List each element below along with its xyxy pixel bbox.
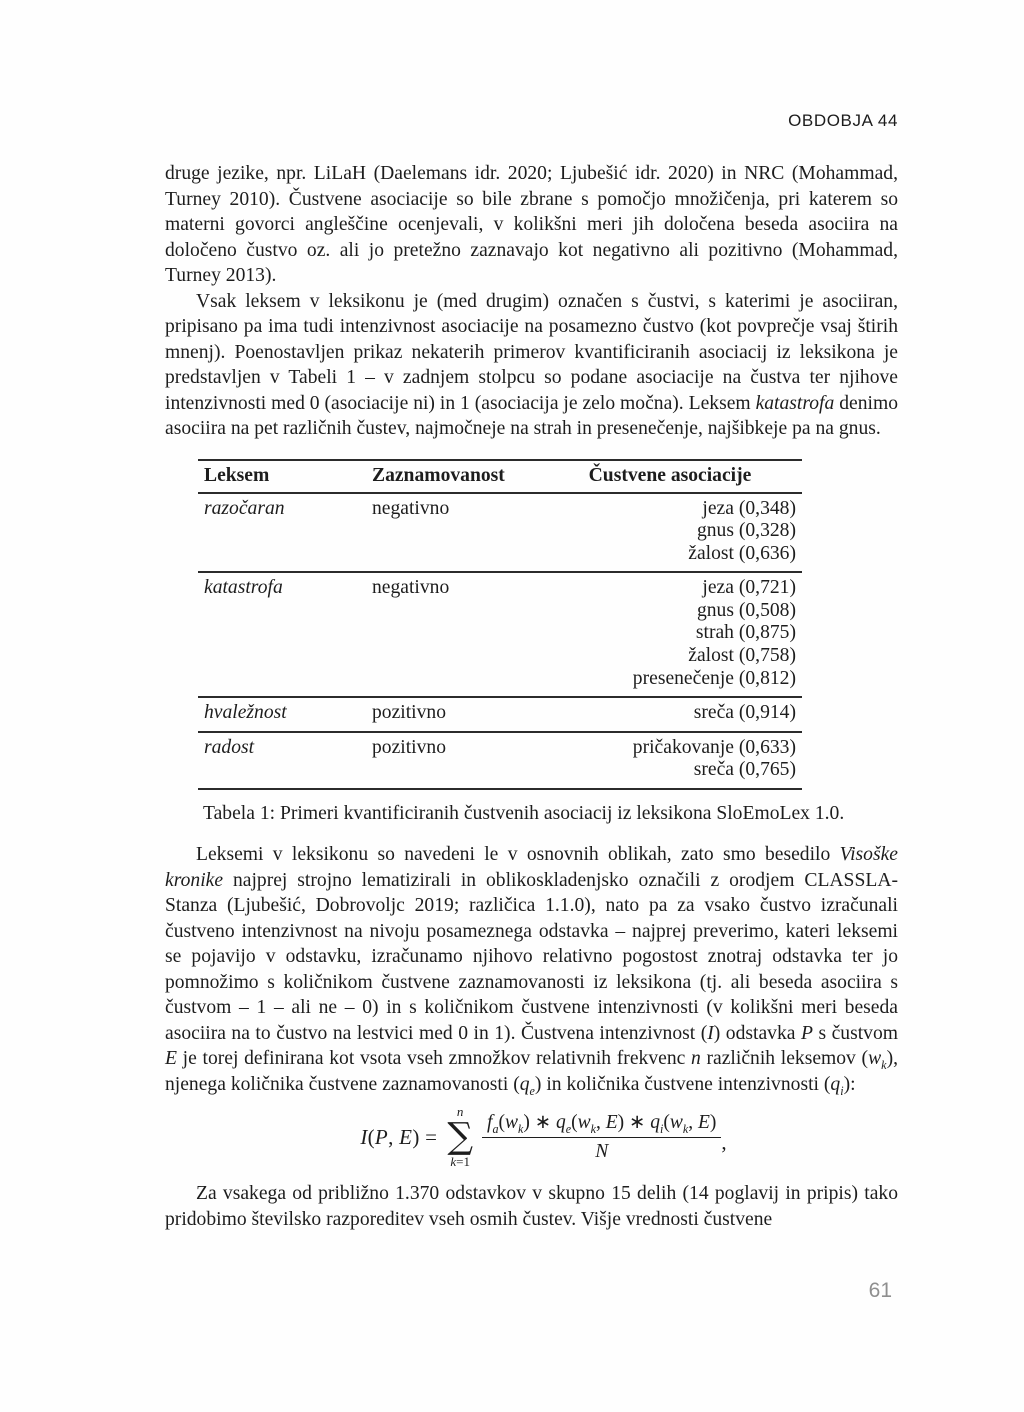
- formula-fraction: [482, 1111, 721, 1164]
- text-run: Vsak leksem v leksikonu je (med drugim) označen s čustvi, s katerimi je asociiran, pripisano pa ima tudi intenzivnost asociacije na posamezno čustvo (kot povprečje vsaj štirih mnenj). Poenostavljen prikaz nekaterih primerov kvantificiranih asociacij iz leksikona je predstavljen v Tabeli 1 – v zadnjem stolpcu so podane asociacije na čustva ter njihove intenzivnosti med 0 (asociacije ni) in 1 (asociacija je zelo močna). Leksem: [165, 290, 898, 414]
- text-run: ) odstavka: [713, 1022, 801, 1044]
- text-run: s čustvom: [812, 1022, 898, 1044]
- fraction-numerator: [482, 1111, 721, 1138]
- text-run: P: [800, 1022, 813, 1044]
- text-run: (: [498, 1111, 505, 1133]
- text-run: ,: [388, 1124, 400, 1149]
- summation: [447, 1105, 473, 1169]
- text-run: i: [660, 1121, 664, 1136]
- paragraph: [165, 1181, 898, 1232]
- text-run: w: [504, 1111, 518, 1133]
- text-run: ):: [843, 1073, 856, 1095]
- table-row: [198, 573, 802, 698]
- table-header-zaznamovanost: Zaznamovanost: [372, 464, 505, 486]
- table-row: [198, 733, 802, 790]
- table-header-row: [198, 459, 802, 494]
- text-run: Visoške kronike: [165, 844, 898, 891]
- text-run: k: [881, 1057, 887, 1072]
- cell-leksem: katastrofa: [204, 577, 283, 599]
- summation-lower-limit: [450, 1155, 470, 1169]
- text-run: q: [650, 1111, 660, 1133]
- text-run: E: [605, 1111, 618, 1133]
- text-run: i: [840, 1083, 844, 1098]
- text-run: n: [456, 1104, 464, 1120]
- fraction-denominator: [595, 1138, 608, 1164]
- paragraph-group-top: [165, 161, 898, 442]
- text-run: f: [487, 1111, 493, 1133]
- cell-leksem: razočaran: [204, 497, 285, 519]
- cell-leksem: radost: [204, 736, 255, 758]
- text-run: P: [374, 1124, 389, 1149]
- text-run: ,: [595, 1111, 606, 1133]
- text-run: I: [707, 1022, 714, 1044]
- text-run: ) in količnika čustvene intenzivnosti (: [534, 1073, 831, 1095]
- paragraph-group-bottom: [165, 1181, 898, 1232]
- cell-zaznamovanost: pozitivno: [372, 736, 447, 758]
- text-run: (: [663, 1111, 670, 1133]
- emotion-association: presenečenje (0,812): [632, 667, 796, 689]
- emotion-association: gnus (0,508): [696, 599, 796, 621]
- text-run: Leksemi v leksikonu so navedeni le v osnovnih oblikah, zato smo besedilo: [196, 844, 840, 866]
- paragraph: [165, 289, 898, 442]
- text-run: najprej strojno lematizirali in oblikoskladenjsko označili z orodjem CLASSLA-Stanza (Ljubešić, Dobrovoljc 2019; različica 1.1.0), nato pa za vsako čustvo izračunali čustveno intenzivnost na nivoju posameznega odstavka – najprej preverimo, kateri leksemi se pojavijo v odstavku, izračunamo njihovo relativno pogostost znotraj odstavka ter jo pomnožimo s količnikom čustvene zaznamovanosti iz leksikona (tj. ali beseda asociira s čustvom – 1 – ali ne – 0) in s količnikom čustvene intenzivnosti (v kolikšni meri beseda asociira na to čustvo na lestvici med 0 in 1). Čustvena intenzivnost (: [165, 869, 898, 1044]
- emotion-associations-table: [198, 459, 802, 791]
- text-run: druge jezike, npr. LiLaH (Daelemans idr. 2020; Ljubešić idr. 2020) in NRC (Mohammad, Turney 2010). Čustvene asociacije so bile zbrane s pomočjo množičenja, pri katerem so materni govorci angleščine ocenjevali, v kolikšni meri jih določena beseda asociira na določeno čustvo oz. ali jo pretežno zaznavajo kot negativno ali pozitivno (Mohammad, Turney 2013).: [165, 163, 898, 286]
- cell-asociacije: [544, 737, 796, 782]
- text-run: q: [555, 1111, 566, 1133]
- emotion-association: sreča (0,914): [693, 702, 796, 724]
- paragraph-group-mid: [165, 842, 898, 1097]
- running-head: OBDOBJA 44: [788, 111, 898, 130]
- emotion-association: jeza (0,348): [702, 497, 796, 519]
- table-row: [198, 494, 802, 574]
- emotion-association: jeza (0,721): [702, 577, 796, 599]
- text-run: N: [595, 1140, 609, 1162]
- page-content: [165, 161, 898, 1232]
- text-run: ), njenega količnika čustvene zaznamovanosti (: [165, 1048, 898, 1095]
- text-run: =1: [456, 1154, 470, 1170]
- text-run: E: [698, 1111, 710, 1133]
- text-run: ) =: [412, 1124, 438, 1149]
- emotion-association: žalost (0,758): [688, 645, 796, 667]
- paragraph: [165, 161, 898, 289]
- cell-zaznamovanost: pozitivno: [372, 702, 447, 724]
- text-run: q: [830, 1073, 841, 1095]
- text-run: različnih leksemov (: [700, 1048, 869, 1070]
- cell-asociacije: [544, 577, 796, 690]
- text-run: n: [691, 1048, 701, 1070]
- text-run: I: [360, 1124, 368, 1149]
- cell-asociacije: [544, 702, 796, 725]
- text-run: e: [529, 1083, 535, 1098]
- text-run: Za vsakega od približno 1.370 odstavkov v skupno 15 delih (14 poglavij in pripis) tako pridobimo številsko razporeditev vseh osmih čustev. Višje vrednosti čustvene: [165, 1183, 898, 1230]
- cell-zaznamovanost: negativno: [372, 497, 450, 519]
- text-run: ): [709, 1111, 717, 1133]
- table-body: [198, 494, 802, 791]
- text-run: (: [571, 1111, 578, 1133]
- text-run: w: [577, 1111, 591, 1133]
- text-run: (: [367, 1124, 375, 1149]
- page-number: 61: [868, 1279, 892, 1302]
- text-run: k: [518, 1121, 524, 1136]
- text-run: k: [590, 1121, 596, 1136]
- text-run: a: [492, 1121, 499, 1136]
- emotion-association: strah (0,875): [695, 622, 796, 644]
- emotion-association: gnus (0,328): [696, 520, 796, 542]
- text-run: E: [165, 1048, 177, 1070]
- formula-trailing-comma: ,: [721, 1130, 727, 1155]
- emotion-association: pričakovanje (0,633): [632, 736, 796, 758]
- text-run: denimo asociira na pet različnih čustev, najmočneje na strah in presenečenje, najšibkeje pa na gnus.: [165, 392, 899, 439]
- text-run: k: [450, 1154, 457, 1170]
- cell-leksem: hvaležnost: [204, 702, 287, 724]
- emotion-association: žalost (0,636): [688, 542, 796, 564]
- text-run: ,: [688, 1111, 698, 1133]
- cell-zaznamovanost: negativno: [372, 577, 450, 599]
- text-run: ) ∗: [617, 1111, 651, 1133]
- table-row: [198, 698, 802, 733]
- formula-lhs: [360, 1125, 437, 1150]
- table-header-custvene-asociacije: Čustvene asociacije: [588, 464, 752, 486]
- text-run: e: [565, 1121, 572, 1136]
- text-run: katastrofa: [755, 392, 835, 414]
- emotion-association: sreča (0,765): [693, 759, 796, 781]
- intensity-formula: [189, 1105, 898, 1169]
- table-caption: Tabela 1: Primeri kvantificiranih čustvenih asociacij iz leksikona SloEmoLex 1.0.: [203, 803, 845, 825]
- text-run: w: [868, 1048, 882, 1070]
- cell-asociacije: [544, 498, 796, 566]
- text-run: w: [669, 1111, 683, 1133]
- text-run: k: [682, 1121, 689, 1136]
- paragraph: [165, 842, 898, 1097]
- sigma-symbol: ∑: [447, 1116, 474, 1158]
- text-run: ) ∗: [523, 1111, 556, 1133]
- text-run: E: [399, 1124, 413, 1149]
- table-header-leksem: Leksem: [204, 464, 270, 486]
- text-run: je torej definirana kot vsota vseh zmnožkov relativnih frekvenc: [176, 1048, 692, 1070]
- text-run: q: [519, 1073, 530, 1095]
